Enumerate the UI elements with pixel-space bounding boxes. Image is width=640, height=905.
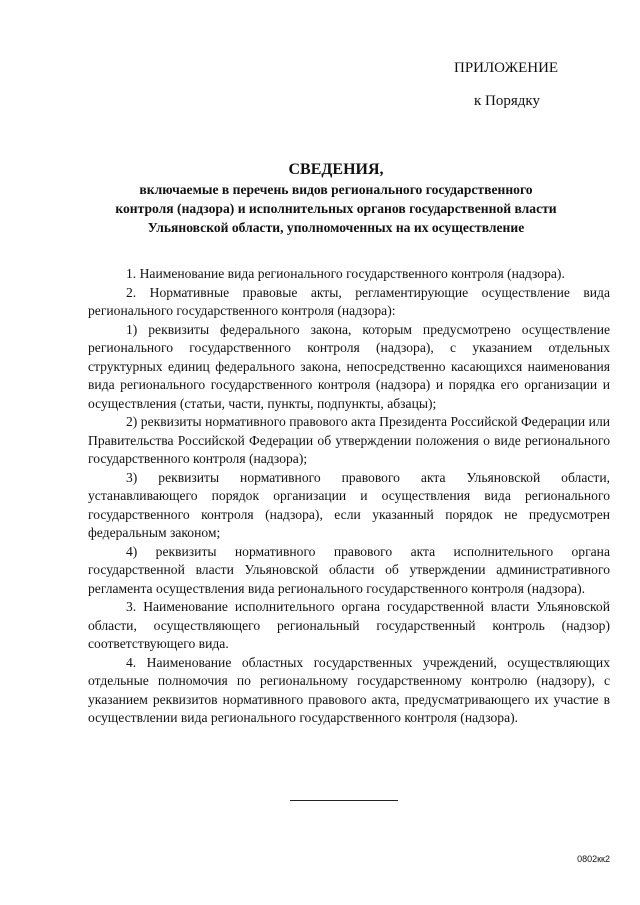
document-subtitle-line-2: контроля (надзора) и исполнительных органов государственной власти — [115, 201, 557, 216]
paragraph-2-item-3: 3) реквизиты нормативного правового акта Ульяновской области, устанавливающего порядок организации и осуществления вида регионального государственного контроля (надзора), если указанный порядок не предусмотрен федеральным законом; — [88, 469, 610, 540]
paragraph-3: 3. Наименование исполнительного органа государственной власти Ульяновской области, осуществляющего региональный государственный контроль (надзор) соответствующего вида. — [88, 599, 610, 651]
paragraph-2-item-1: 1) реквизиты федерального закона, которым предусмотрено осуществление регионального государственного контроля (надзора), с указанием отдельных структурных единиц федерального закона, непосредственно касающихся наименования вида регионального государственного контроля (надзора) и порядка его организации и осуществления (статьи, части, пункты, подпункты, абзацы); — [88, 321, 610, 411]
paragraph-2-item-4: 4) реквизиты нормативного правового акта исполнительного органа государственной власти Ульяновской области об утверждении административного регламента осуществления вида регионального государственного контроля (надзора). — [88, 543, 610, 596]
document-code: 0802кк2 — [577, 854, 610, 864]
appendix-heading: ПРИЛОЖЕНИЕ — [454, 60, 559, 76]
paragraph-1: 1. Наименование вида регионального государственного контроля (надзора). — [126, 266, 565, 281]
document-body — [88, 265, 610, 728]
paragraph-4: 4. Наименование областных государственных учреждений, осуществляющих отдельные полномочия по региональному государственному контролю (надзору), с указанием реквизитов нормативного правового акта, предусматривающего их участие в осуществлении вида регионального государственного контроля (надзора). — [88, 654, 610, 725]
document-subtitle-line-3: Ульяновской области, уполномоченных на их осуществление — [147, 220, 525, 235]
document-subtitle-line-1: включаемые в перечень видов регионального государственного — [139, 182, 533, 197]
paragraph-2: 2. Нормативные правовые акты, регламентирующие осуществление вида регионального государственного контроля (надзора): — [88, 284, 610, 318]
appendix-reference: к Порядку — [474, 93, 540, 109]
end-divider — [290, 800, 398, 801]
paragraph-2-item-2: 2) реквизиты нормативного правового акта Президента Российской Федерации или Правительства Российской Федерации об утверждении положения о виде регионального государственного контроля (надзора); — [88, 414, 610, 466]
document-title-block — [80, 160, 592, 237]
document-title: СВЕДЕНИЯ, — [288, 161, 384, 178]
